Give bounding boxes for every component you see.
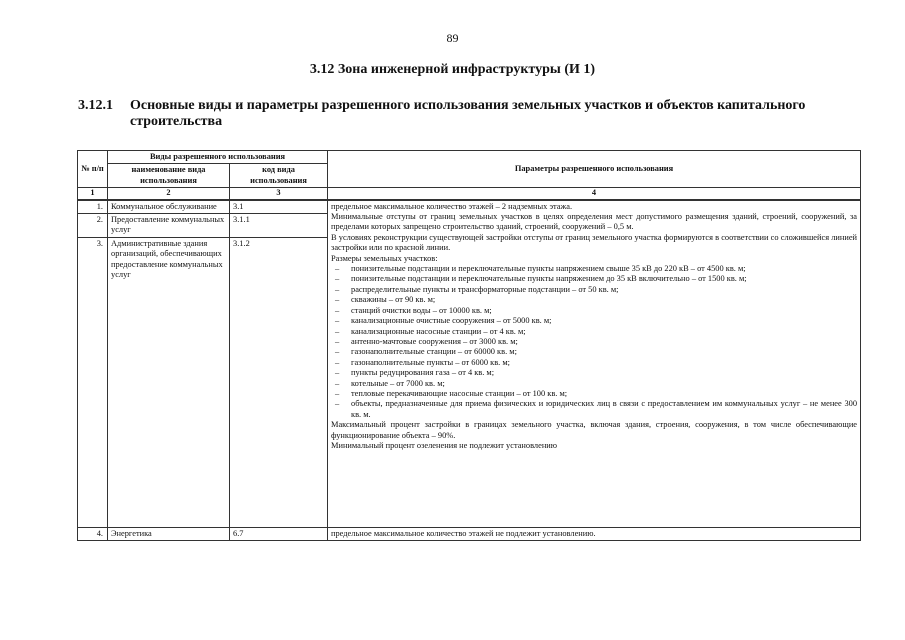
subsection-title: Основные виды и параметры разрешенного использования земельных участков и объектов капитального строительства [130, 98, 806, 129]
land-use-table [77, 150, 861, 541]
param-floors: предельное максимальное количество этажей – 2 надземных этажа. [331, 201, 573, 211]
row-number: 3. [78, 237, 108, 527]
param-coverage: Максимальный процент застройки в границах земельного участка, включая здания, строения, сооружения, в том числе обеспечивающие функционирование объекта – 90%. [331, 420, 858, 440]
use-code: 3.1 [230, 200, 328, 214]
page-number: 89 [446, 31, 459, 45]
list-item: – котельные – от 7000 кв. м; [331, 379, 857, 389]
list-item: – газонаполнительные станции – от 60000 кв. м; [331, 347, 857, 357]
column-index-row [78, 188, 861, 200]
section-title: 3.12 Зона инженерной инфраструктуры (И 1) [309, 62, 596, 77]
list-item: – канализационные насосные станции – от 4 кв. м; [331, 327, 857, 337]
list-item: – станций очистки воды – от 10000 кв. м; [331, 306, 857, 316]
use-name: Административные здания организаций, обеспечивающих предоставление коммунальных услуг [108, 237, 230, 527]
list-item: – тепловые перекачивающие насосные станции – от 100 кв. м; [331, 389, 857, 399]
use-name: Предоставление коммунальных услуг [108, 214, 230, 238]
param-reconstruction: В условиях реконструкции существующей застройки отступы от границ земельного участка формируются в соответствии со сложившейся линией застройки или по красной линии. [331, 232, 858, 253]
column-index: 1 [78, 188, 108, 200]
params-cell [328, 200, 861, 528]
use-code: 6.7 [230, 527, 328, 540]
column-index: 3 [230, 188, 328, 200]
list-item: – газонаполнительные пункты – от 6000 кв. м; [331, 358, 857, 368]
use-name: Коммунальное обслуживание [108, 200, 230, 214]
header-use-name: наименование вида использования [108, 164, 230, 188]
param-setback: Минимальные отступы от границ земельных участков в целях определения мест допустимого размещения зданий, строений, сооружений, за пределами которых запрещено строительство зданий, строений, сооружений – 0,5 м. [331, 212, 858, 232]
table-row [78, 200, 861, 214]
row-number: 1. [78, 200, 108, 214]
list-item: – понизительные подстанции и переключательные пункты напряжением свыше 35 кВ до 220 кВ – от 4500 кв. м; [331, 264, 857, 274]
list-item: – канализационные очистные сооружения – от 5000 кв. м; [331, 316, 857, 326]
row-number: 2. [78, 214, 108, 238]
header-params: Параметры разрешенного использования [328, 151, 861, 188]
param-greening: Минимальный процент озеленения не подлежит установлению [331, 440, 558, 450]
header-num: № п/п [78, 151, 108, 188]
subsection-number: 3.12.1 [78, 98, 113, 113]
use-code: 3.1.2 [230, 237, 328, 527]
use-code: 3.1.1 [230, 214, 328, 238]
list-item: – распределительные пункты и трансформаторные подстанции – от 50 кв. м; [331, 285, 857, 295]
column-index: 2 [108, 188, 230, 200]
header-use-code: код вида использования [230, 164, 328, 188]
list-item: – пункты редуцирования газа – от 4 кв. м; [331, 368, 857, 378]
use-name: Энергетика [108, 527, 230, 540]
list-item: – понизительные подстанции и переключательные пункты напряжением до 35 кВ включительно – от 1500 кв. м; [331, 274, 857, 284]
params-cell: предельное максимальное количество этажей не подлежит установлению. [328, 527, 861, 540]
list-item: – объекты, предназначенные для приема физических и юридических лиц в связи с предоставлением им коммунальных услуг – не менее 300 кв. м. [331, 399, 857, 420]
list-item: – антенно-мачтовые сооружения – от 3000 кв. м; [331, 337, 857, 347]
sizes-list [331, 264, 857, 420]
table-row [78, 527, 861, 540]
table-header-row [78, 151, 861, 164]
list-item: – скважины – от 90 кв. м; [331, 295, 857, 305]
header-use-group: Виды разрешенного использования [108, 151, 328, 164]
param-sizes-intro: Размеры земельных участков: [331, 253, 438, 263]
row-number: 4. [78, 527, 108, 540]
column-index: 4 [328, 188, 861, 200]
